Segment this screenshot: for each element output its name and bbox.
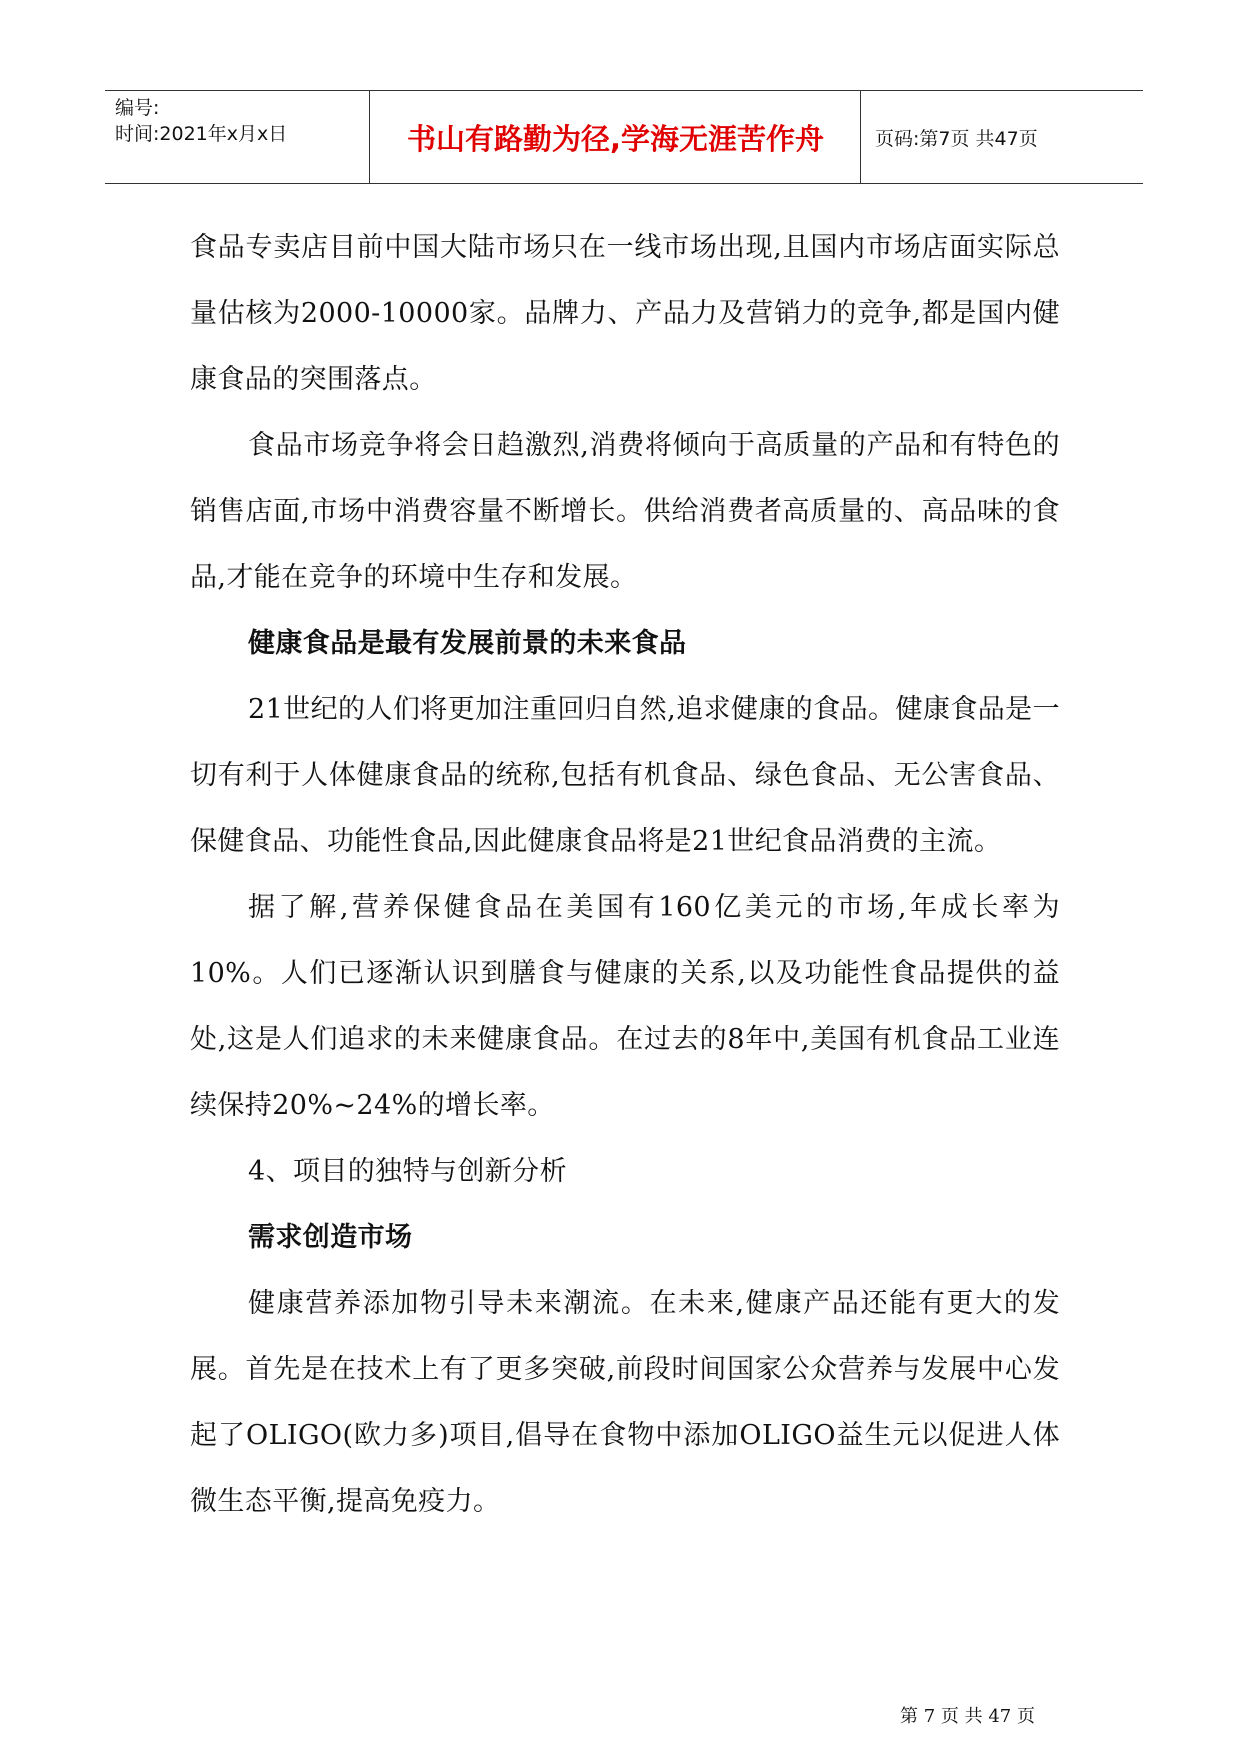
paragraph: 健康营养添加物引导未来潮流。在未来,健康产品还能有更大的发展。首先是在技术上有了更多突破,前段时间国家公众营养与发展中心发起了OLIGO(欧力多)项目,倡导在食物中添加OLIGO益生元以促进人体微生态平衡,提高免疫力。 — [190, 1288, 1060, 1517]
page-footer: 第 7 页 共 47 页 — [900, 1706, 1035, 1727]
document-body — [190, 215, 1060, 1535]
section-title: 4、项目的独特与创新分析 — [248, 1156, 567, 1187]
document-number-label: 编号: — [115, 97, 160, 119]
paragraph: 21世纪的人们将更加注重回归自然,追求健康的食品。健康食品是一切有利于人体健康食品的统称,包括有机食品、绿色食品、无公害食品、保健食品、功能性食品,因此健康食品将是21世纪食品消费的主流。 — [190, 694, 1060, 857]
header-divider-right — [860, 91, 861, 183]
document-time-label: 时间:2021年x月x日 — [115, 123, 288, 145]
section-heading: 健康食品是最有发展前景的未来食品 — [248, 628, 687, 659]
header-motto: 书山有路勤为径,学海无涯苦作舟 — [406, 121, 825, 156]
paragraph: 食品专卖店目前中国大陆市场只在一线市场出现,且国内市场店面实际总量估核为2000-10000家。品牌力、产品力及营销力的竞争,都是国内健康食品的突围落点。 — [190, 232, 1060, 395]
paragraph: 据了解,营养保健食品在美国有160亿美元的市场,年成长率为10%。人们已逐渐认识到膳食与健康的关系,以及功能性食品提供的益处,这是人们追求的未来健康食品。在过去的8年中,美国有机食品工业连续保持20%~24%的增长率。 — [190, 892, 1060, 1121]
page-header — [105, 90, 1143, 184]
header-divider-left — [369, 91, 370, 183]
header-page-info: 页码:第7页 共47页 — [875, 127, 1038, 150]
paragraph: 食品市场竞争将会日趋激烈,消费将倾向于高质量的产品和有特色的销售店面,市场中消费容量不断增长。供给消费者高质量的、高品味的食品,才能在竞争的环境中生存和发展。 — [190, 430, 1060, 593]
header-meta — [115, 91, 375, 183]
section-heading: 需求创造市场 — [248, 1222, 413, 1253]
